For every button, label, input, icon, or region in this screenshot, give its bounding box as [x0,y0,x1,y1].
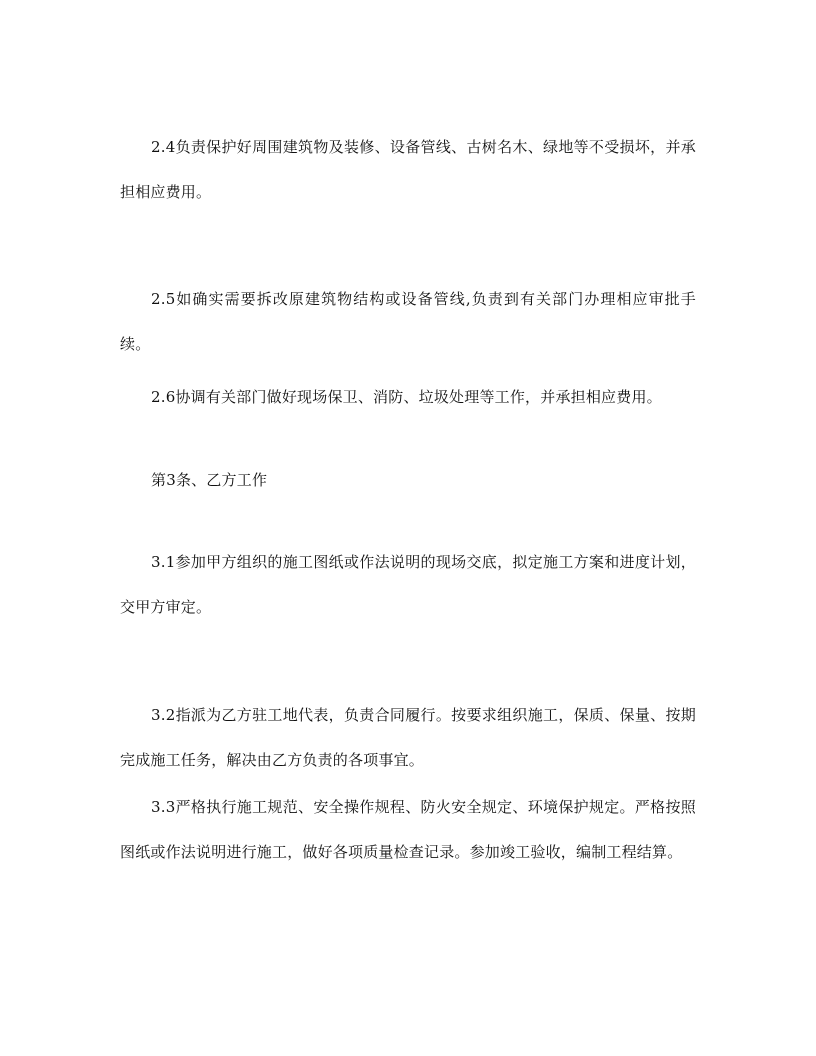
paragraph-2-6: 2.6协调有关部门做好现场保卫、消防、垃圾处理等工作，并承担相应费用。 [151,388,662,406]
section-heading-article-3: 第3条、乙方工作 [151,471,268,489]
paragraph-3-2: 3.2指派为乙方驻工地代表，负责合同履行。按要求组织施工，保质、保量、按期完成施工任务，解决由乙方负责的各项事宜。 [120,706,696,769]
paragraph-3-3: 3.3严格执行施工规范、安全操作规程、防火安全规定、环境保护规定。严格按照图纸或作法说明进行施工，做好各项质量检查记录。参加竣工验收，编制工程结算。 [120,798,696,861]
paragraph-2-5: 2.5如确实需要拆改原建筑物结构或设备管线,负责到有关部门办理相应审批手续。 [120,290,696,353]
paragraph-2-4: 2.4负责保护好周围建筑物及装修、设备管线、古树名木、绿地等不受损坏，并承担相应费用。 [120,138,696,201]
paragraph-3-1: 3.1参加甲方组织的施工图纸或作法说明的现场交底，拟定施工方案和进度计划，交甲方审定。 [120,553,696,616]
